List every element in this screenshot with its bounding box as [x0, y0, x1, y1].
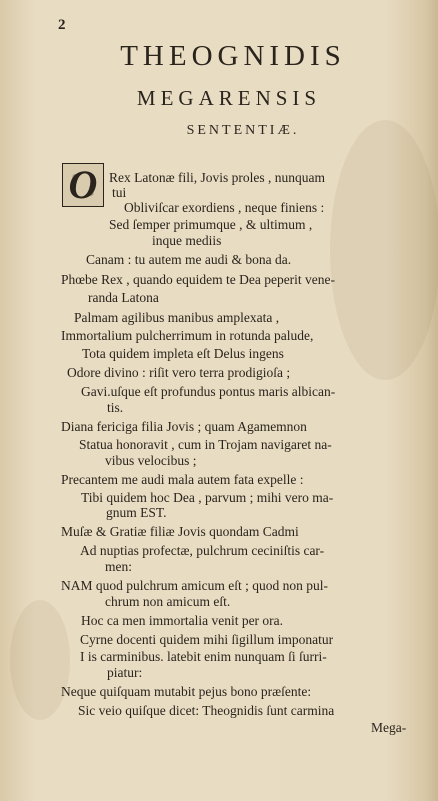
- text-line: I is carminibus. latebit enim nunquam ſi ſurri-: [80, 649, 327, 664]
- paper-stain: [330, 120, 438, 380]
- text-line: Neque quiſquam mutabit pejus bono præſente:: [61, 684, 312, 699]
- text-line: Rex Latonæ fili, Jovis proles , nunquam: [109, 170, 325, 185]
- text-line: Ad nuptias profectæ, pulchrum ceciniſtis car-: [80, 543, 325, 558]
- text-line: Hoc ca men immortalia venit per ora.: [81, 613, 284, 628]
- text-line: Phœbe Rex , quando equidem te Dea peperit vene-: [61, 272, 336, 287]
- text-line: randa Latona: [88, 290, 159, 305]
- text-line: NAM quod pulchrum amicum eſt ; quod non pul-: [61, 578, 328, 593]
- text-line: Cyrne docenti quidem mihi ſigillum imponatur: [80, 632, 334, 647]
- paper-stain: [10, 600, 70, 720]
- text-line: Tibi quidem hoc Dea , parvum ; mihi vero ma-: [81, 490, 334, 505]
- initial-letter: O: [68, 162, 98, 207]
- text-line: Muſæ & Gratiæ filiæ Jovis quondam Cadmi: [61, 524, 299, 539]
- text-line: Immortalium pulcherrimum in rotunda palude,: [61, 328, 314, 343]
- text-line: Gavi.uſque eſt profundus pontus maris albican-: [81, 384, 336, 399]
- text-line: gnum EST.: [106, 505, 167, 520]
- text-line: piatur:: [107, 665, 143, 680]
- text-line: Precantem me audi mala autem fata expelle :: [61, 472, 304, 487]
- text-line: Obliviſcar exordiens , neque finiens :: [124, 200, 325, 215]
- decorated-initial: [62, 163, 104, 207]
- text-line: Sic veio quiſque dicet: Theognidis ſunt carmina: [78, 703, 335, 718]
- text-line: tui: [112, 185, 127, 200]
- text-line: Statua honoravit , cum in Trojam navigaret na-: [79, 437, 332, 452]
- title-origin: MEGARENSIS: [136, 86, 322, 110]
- text-line: Tota quidem impleta eſt Delus ingens: [82, 346, 284, 361]
- text-line: Odore divino : riſit vero terra prodigioſa ;: [67, 365, 291, 380]
- text-line: vibus velocibus ;: [105, 453, 197, 468]
- title-work: SENTENTIÆ.: [186, 123, 300, 138]
- title-author: THEOGNIDIS: [120, 40, 346, 72]
- page-number: 2: [58, 17, 66, 33]
- text-line: tis.: [107, 400, 124, 415]
- text-line: chrum non amicum eſt.: [105, 594, 231, 609]
- text-line: inque mediis: [152, 233, 222, 248]
- text-line: Diana fericiga filia Jovis ; quam Agamemnon: [61, 419, 307, 434]
- catchword: Mega-: [371, 720, 407, 735]
- text-line: Canam : tu autem me audi & bona da.: [86, 252, 292, 267]
- text-line: Sed ſemper primumque , & ultimum ,: [109, 217, 313, 232]
- text-line: Palmam agilibus manibus amplexata ,: [74, 310, 280, 325]
- text-line: men:: [105, 559, 132, 574]
